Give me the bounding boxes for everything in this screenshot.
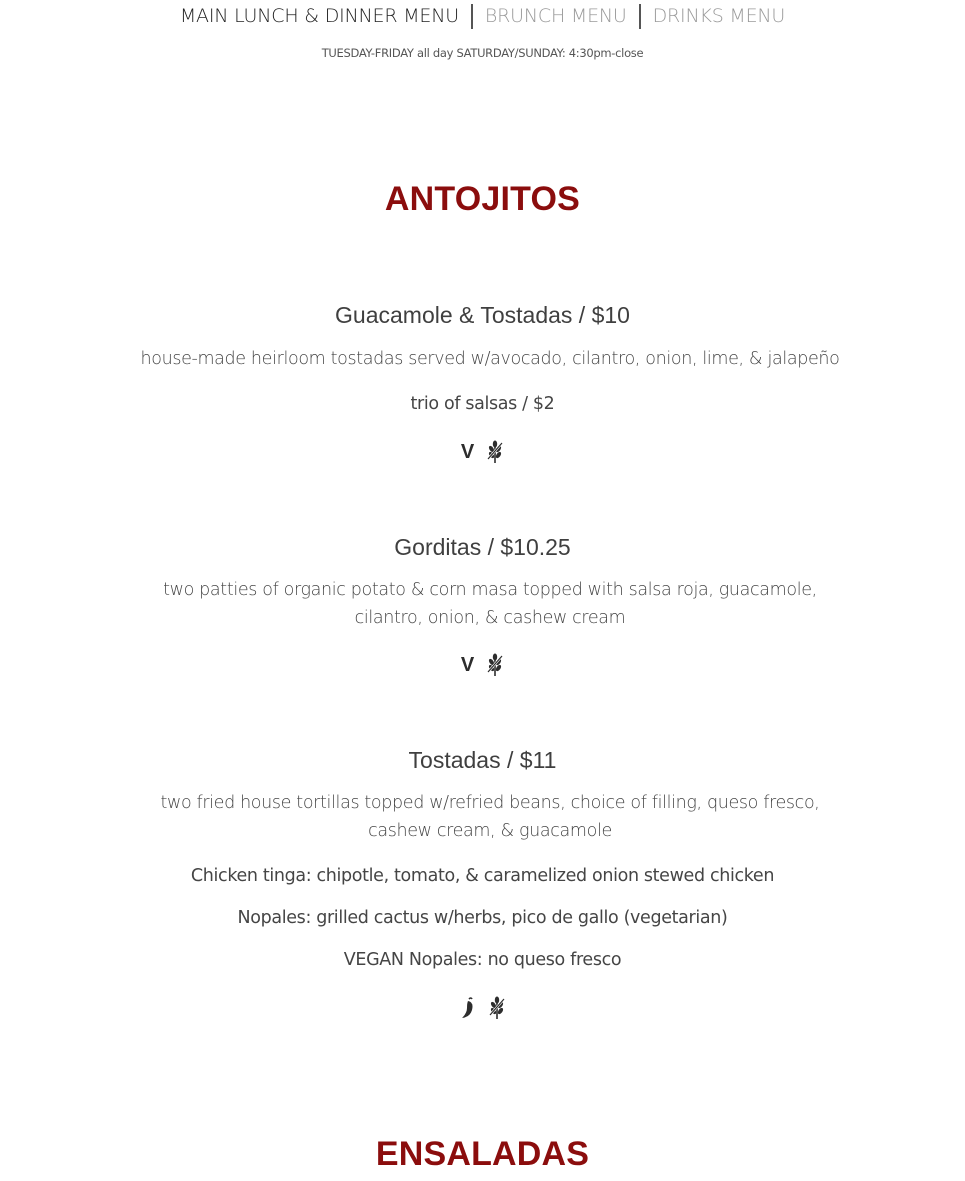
section-title-ensaladas: ENSALADAS <box>375 1135 590 1173</box>
dietary-icons <box>0 652 965 678</box>
menu-nav <box>0 0 965 32</box>
menu-item-description: house-made heirloom tostadas served w/avocado, cilantro, onion, lime, & jalapeño <box>140 349 840 369</box>
dietary-icons <box>0 439 965 465</box>
gluten-free-icon <box>488 995 506 1021</box>
section-title-antojitos: ANTOJITOS <box>384 180 581 218</box>
menu-item-name: Tostadas / $11 <box>408 747 557 773</box>
nav-brunch-menu[interactable]: BRUNCH MENU <box>484 5 627 27</box>
gluten-free-icon <box>486 439 504 465</box>
menu-item-name: Guacamole & Tostadas / $10 <box>335 302 630 328</box>
spicy-pepper-icon <box>460 996 476 1020</box>
menu-item-name: Gorditas / $10.25 <box>394 534 571 560</box>
vegan-icon: V <box>460 441 475 463</box>
menu-item-description: two fried house tortillas topped w/refried beans, choice of filling, queso fresco, cashew cream, & guacamole <box>160 793 820 841</box>
vegan-icon: V <box>460 654 475 676</box>
menu-item-extra: trio of salsas / $2 <box>410 394 555 414</box>
hours-text: TUESDAY-FRIDAY all day SATURDAY/SUNDAY: 4:30pm-close <box>321 46 644 60</box>
dietary-icons <box>0 995 965 1021</box>
menu-item-filling-option: Chicken tinga: chipotle, tomato, & caramelized onion stewed chicken <box>190 866 775 886</box>
menu-item-filling-option: Nopales: grilled cactus w/herbs, pico de gallo (vegetarian) <box>237 908 728 928</box>
menu-item-filling-option: VEGAN Nopales: no queso fresco <box>343 950 622 970</box>
gluten-free-icon <box>486 652 504 678</box>
nav-main-lunch-dinner-menu[interactable]: MAIN LUNCH & DINNER MENU <box>179 5 459 27</box>
menu-item-description: two patties of organic potato & corn masa topped with salsa roja, guacamole, cilantro, onion, & cashew cream <box>163 580 817 628</box>
nav-drinks-menu[interactable]: DRINKS MENU <box>652 5 786 27</box>
